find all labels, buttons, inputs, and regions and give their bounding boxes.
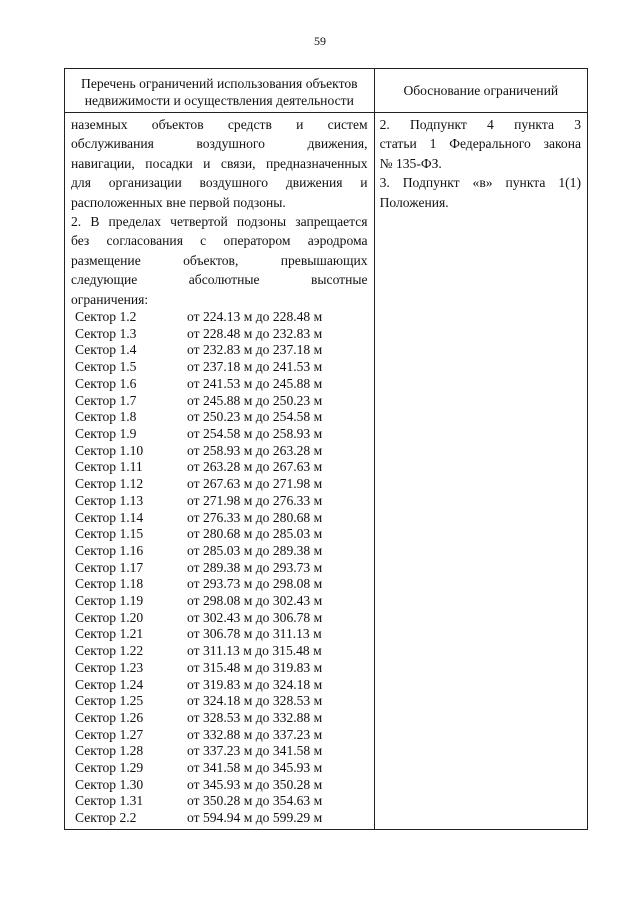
sector-row	[71, 626, 322, 643]
table-body-row	[65, 113, 588, 830]
sector-row	[71, 526, 322, 543]
text-line: навигации, посадки и связи, предназначенных	[71, 155, 368, 171]
sector-name: Сектор 1.6	[75, 375, 137, 391]
sector-range: от 319.83 м до 324.18 м	[187, 676, 323, 692]
sector-name: Сектор 1.31	[75, 793, 144, 809]
sector-row	[71, 760, 322, 777]
sector-name: Сектор 1.16	[75, 542, 144, 558]
text-line: расположенных вне первой подзоны.	[71, 194, 286, 210]
sector-range: от 306.78 м до 311.13 м	[187, 626, 322, 642]
sector-range: от 263.28 м до 267.63 м	[187, 459, 323, 475]
sector-row	[71, 560, 322, 577]
sector-range: от 276.33 м до 280.68 м	[187, 509, 323, 525]
sector-row	[71, 610, 322, 627]
sector-row	[71, 510, 322, 527]
sector-row	[71, 342, 322, 359]
sector-name: Сектор 1.27	[75, 726, 144, 742]
sector-range: от 302.43 м до 306.78 м	[187, 609, 323, 625]
sector-name: Сектор 1.30	[75, 776, 144, 792]
sector-name: Сектор 1.10	[75, 442, 144, 458]
text-line: статьи 1 Федерального закона	[379, 136, 581, 152]
sector-row	[71, 593, 322, 610]
sector-name: Сектор 1.26	[75, 709, 144, 725]
header-right: Обоснование ограничений	[374, 69, 587, 113]
sector-row	[71, 576, 322, 593]
table-header-row	[65, 69, 588, 113]
sector-row	[71, 743, 322, 760]
sector-range: от 293.73 м до 298.08 м	[187, 576, 323, 592]
sector-range: от 285.03 м до 289.38 м	[187, 542, 323, 558]
sector-name: Сектор 2.2	[75, 810, 137, 826]
text-line: 2. В пределах четвертой подзоны запрещается	[71, 214, 368, 230]
sector-name: Сектор 1.20	[75, 609, 144, 625]
sector-range: от 289.38 м до 293.73 м	[187, 559, 323, 575]
sector-row	[71, 359, 322, 376]
restrictions-table	[64, 68, 588, 830]
text-line: следующие абсолютные высотные	[71, 272, 368, 288]
sector-name: Сектор 1.5	[75, 359, 137, 375]
sector-range: от 254.58 м до 258.93 м	[187, 425, 323, 441]
sector-row	[71, 326, 322, 343]
sector-range: от 298.08 м до 302.43 м	[187, 593, 323, 609]
sector-range: от 328.53 м до 332.88 м	[187, 709, 323, 725]
sector-name: Сектор 1.9	[75, 425, 137, 441]
sector-row	[71, 376, 322, 393]
sector-name: Сектор 1.4	[75, 342, 137, 358]
sector-range: от 271.98 м до 276.33 м	[187, 492, 323, 508]
header-left	[65, 69, 375, 113]
sector-name: Сектор 1.25	[75, 693, 144, 709]
sector-range: от 324.18 м до 328.53 м	[187, 693, 323, 709]
sector-name: Сектор 1.29	[75, 760, 144, 776]
sector-range: от 224.13 м до 228.48 м	[187, 309, 323, 325]
sector-row	[71, 476, 322, 493]
sector-range: от 280.68 м до 285.03 м	[187, 526, 323, 542]
text-line: наземных объектов средств и систем	[71, 117, 368, 132]
sector-range: от 341.58 м до 345.93 м	[187, 760, 323, 776]
sector-range: от 232.83 м до 237.18 м	[187, 342, 323, 358]
text-line: обслуживания воздушного движения,	[71, 136, 368, 152]
sector-range: от 315.48 м до 319.83 м	[187, 659, 323, 675]
sector-name: Сектор 1.15	[75, 526, 144, 542]
sector-name: Сектор 1.2	[75, 309, 137, 325]
text-line: № 135-ФЗ.	[379, 155, 442, 171]
text-line: без согласования с оператором аэродрома	[71, 233, 368, 249]
sector-row	[71, 309, 322, 326]
sector-row	[71, 793, 322, 810]
sector-range: от 241.53 м до 245.88 м	[187, 375, 323, 391]
sector-name: Сектор 1.11	[75, 459, 143, 475]
sector-row	[71, 426, 322, 443]
sector-row	[71, 727, 322, 744]
sector-row	[71, 493, 322, 510]
sector-name: Сектор 1.28	[75, 743, 144, 759]
sector-range: от 350.28 м до 354.63 м	[187, 793, 323, 809]
sector-name: Сектор 1.14	[75, 509, 144, 525]
sector-row	[71, 677, 322, 694]
sector-row	[71, 393, 322, 410]
sector-row	[71, 643, 322, 660]
sector-range: от 345.93 м до 350.28 м	[187, 776, 323, 792]
sector-name: Сектор 1.13	[75, 492, 144, 508]
sector-row	[71, 777, 322, 794]
sector-name: Сектор 1.7	[75, 392, 137, 408]
sector-range: от 237.18 м до 241.53 м	[187, 359, 323, 375]
sector-range: от 245.88 м до 250.23 м	[187, 392, 323, 408]
sector-name: Сектор 1.8	[75, 409, 137, 425]
sector-row	[71, 543, 322, 560]
sector-row	[71, 409, 322, 426]
sector-name: Сектор 1.24	[75, 676, 144, 692]
sector-row	[71, 710, 322, 727]
text-line: 2. Подпункт 4 пункта 3	[379, 117, 581, 132]
sector-name: Сектор 1.12	[75, 476, 144, 492]
sector-row	[71, 459, 322, 476]
sector-name: Сектор 1.21	[75, 626, 144, 642]
sector-range: от 250.23 м до 254.58 м	[187, 409, 323, 425]
sector-row	[71, 810, 322, 827]
justification-cell	[374, 113, 587, 830]
sector-row	[71, 443, 322, 460]
sector-name: Сектор 1.3	[75, 325, 137, 341]
page-number: 59	[314, 34, 326, 48]
sector-row	[71, 693, 322, 710]
sector-list	[71, 309, 322, 827]
restrictions-cell	[65, 113, 375, 830]
header-left-line: Перечень ограничений использования объектов	[81, 76, 358, 91]
sector-range: от 594.94 м до 599.29 м	[187, 810, 323, 826]
sector-range: от 311.13 м до 315.48 м	[187, 643, 322, 659]
sector-range: от 332.88 м до 337.23 м	[187, 726, 323, 742]
sector-name: Сектор 1.19	[75, 593, 144, 609]
text-line: 3. Подпункт «в» пункта 1(1)	[379, 175, 581, 191]
text-line: Положения.	[379, 194, 449, 210]
header-left-line: недвижимости и осуществления деятельности	[84, 93, 354, 108]
sector-range: от 258.93 м до 263.28 м	[187, 442, 323, 458]
text-line: ограничения:	[71, 291, 149, 307]
sector-range: от 228.48 м до 232.83 м	[187, 325, 323, 341]
sector-row	[71, 660, 322, 677]
text-line: для организации воздушного движения и	[71, 175, 368, 191]
sector-name: Сектор 1.17	[75, 559, 144, 575]
sector-range: от 267.63 м до 271.98 м	[187, 476, 323, 492]
text-line: размещение объектов, превышающих	[71, 252, 368, 268]
sector-range: от 337.23 м до 341.58 м	[187, 743, 323, 759]
sector-name: Сектор 1.18	[75, 576, 144, 592]
restrictions-text	[71, 115, 368, 309]
sector-name: Сектор 1.22	[75, 643, 144, 659]
sector-name: Сектор 1.23	[75, 659, 144, 675]
